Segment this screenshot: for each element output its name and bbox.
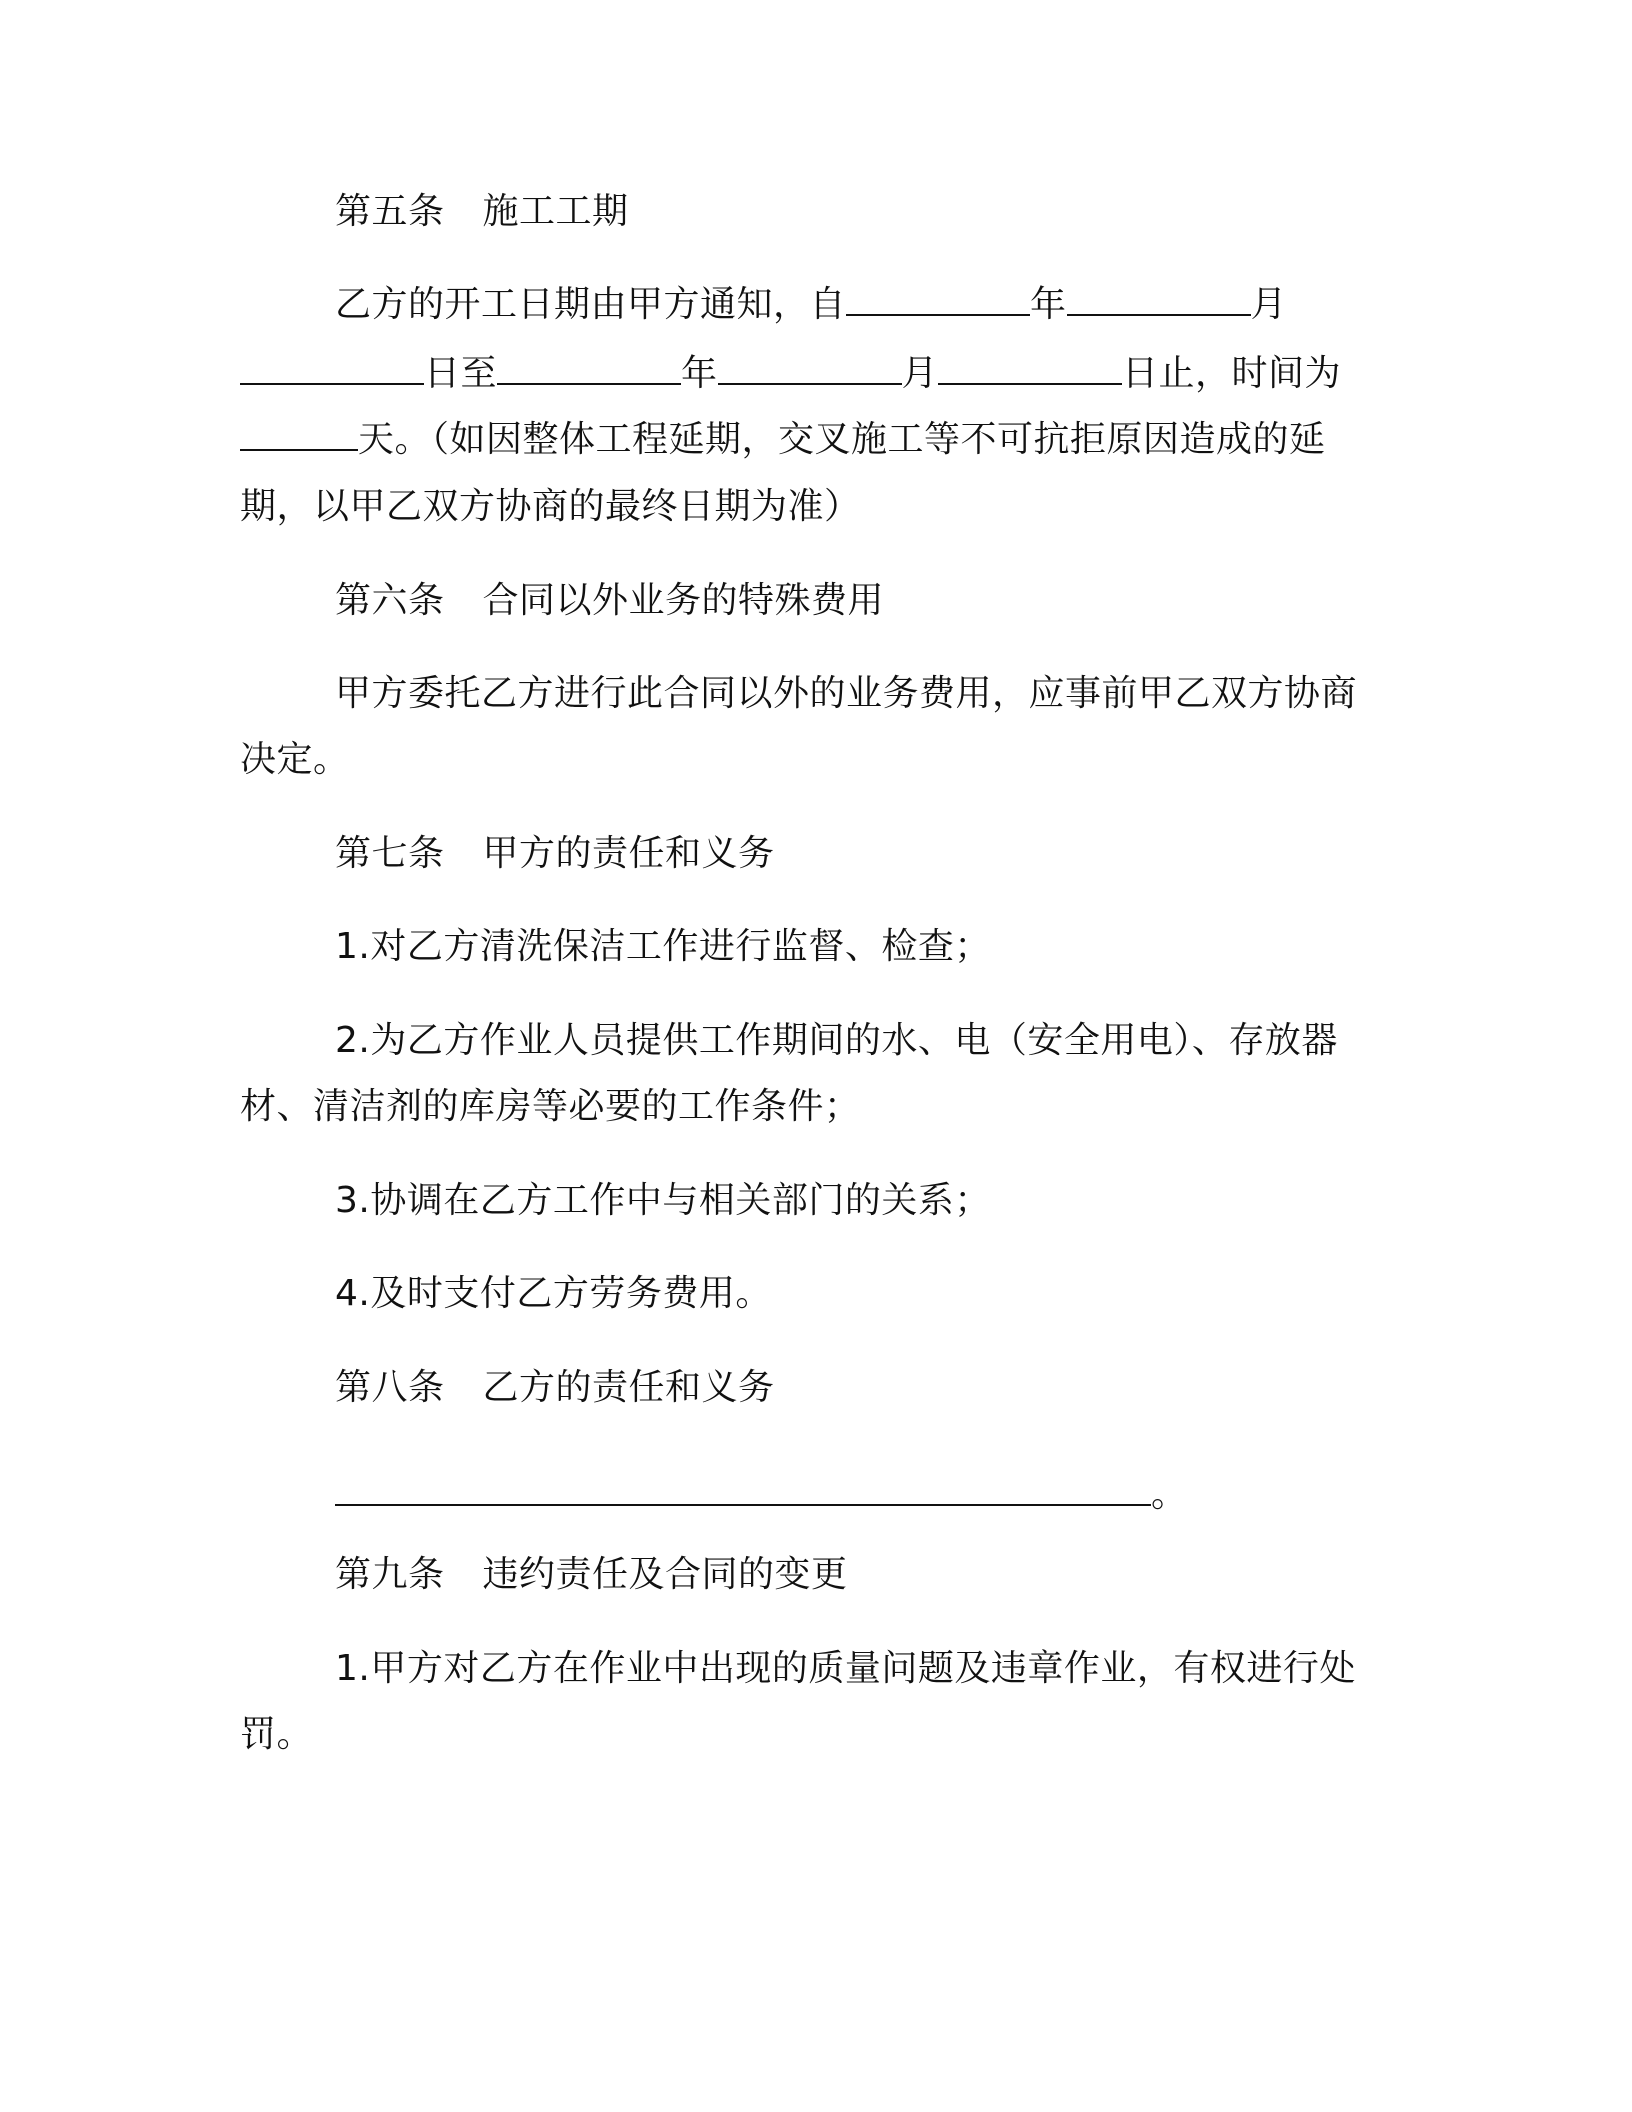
article-7-item-4 (335, 1272, 1380, 1316)
text-segment: 乙方的开工日期由甲方通知，自 (335, 284, 847, 325)
article-7-item-2a (335, 1019, 1380, 1063)
text-segment: （如因整体工程延期，交叉施工等不可抗拒原因造成的延 (431, 419, 1326, 460)
article-5-line-2 (240, 352, 1380, 396)
article-5-line-1 (335, 283, 1380, 327)
text-segment: 月 (1250, 284, 1288, 325)
article-5-heading (335, 190, 1380, 234)
article-title: 乙方的责任和义务 (482, 1367, 775, 1408)
article-title: 施工工期 (482, 191, 629, 232)
text-segment: 4.及时支付乙方劳务费用。 (335, 1273, 772, 1314)
article-8-blank-line (335, 1473, 1380, 1517)
article-number: 第七条 (335, 833, 445, 874)
article-7-item-2b (240, 1085, 1380, 1129)
text-segment: 材、清洁剂的库房等必要的工作条件； (240, 1086, 861, 1127)
text-segment: 甲方委托乙方进行此合同以外的业务费用，应事前甲乙双方协商 (335, 673, 1358, 714)
article-9-item-1b (240, 1713, 1380, 1757)
article-number: 第五条 (335, 191, 445, 232)
text-segment: 日止，时间为 (1122, 353, 1342, 394)
blank-field (938, 352, 1122, 385)
text-segment: 。 (1151, 1474, 1188, 1515)
text-segment: 年 (681, 353, 718, 394)
article-7-item-1 (335, 925, 1380, 969)
blank-field (1067, 283, 1251, 316)
blank-field (718, 352, 902, 385)
article-number: 第六条 (335, 580, 445, 621)
article-5-line-3 (240, 418, 1380, 462)
blank-field (335, 1473, 1151, 1506)
article-number: 第九条 (335, 1554, 445, 1595)
article-6-text-2 (240, 738, 1380, 782)
blank-field (240, 418, 358, 451)
article-8-heading (335, 1366, 1380, 1410)
text-segment: 日至 (424, 353, 498, 394)
article-9-item-1a (335, 1647, 1380, 1691)
text-segment: 3.协调在乙方工作中与相关部门的关系； (335, 1180, 991, 1221)
article-title: 合同以外业务的特殊费用 (482, 580, 885, 621)
text-segment: 天。 (358, 419, 432, 460)
text-segment: 2.为乙方作业人员提供工作期间的水、电（安全用电）、存放器 (335, 1020, 1338, 1061)
blank-field (497, 352, 681, 385)
article-title: 违约责任及合同的变更 (482, 1554, 848, 1595)
text-segment: 期，以甲乙双方协商的最终日期为准） (240, 486, 861, 527)
text-segment: 1.对乙方清洗保洁工作进行监督、检查； (335, 926, 991, 967)
article-6-text-1 (335, 672, 1380, 716)
text-segment: 年 (1030, 284, 1067, 325)
article-number: 第八条 (335, 1367, 445, 1408)
article-7-heading (335, 832, 1380, 876)
blank-field (846, 283, 1030, 316)
article-6-heading (335, 579, 1380, 623)
text-segment: 罚。 (240, 1714, 314, 1755)
article-5-line-4 (240, 485, 1380, 529)
text-segment: 1.甲方对乙方在作业中出现的质量问题及违章作业，有权进行处 (335, 1648, 1356, 1689)
article-7-item-3 (335, 1179, 1380, 1223)
text-segment: 决定。 (240, 739, 350, 780)
article-title: 甲方的责任和义务 (482, 833, 775, 874)
blank-field (240, 352, 424, 385)
text-segment: 月 (901, 353, 939, 394)
article-9-heading (335, 1553, 1380, 1597)
